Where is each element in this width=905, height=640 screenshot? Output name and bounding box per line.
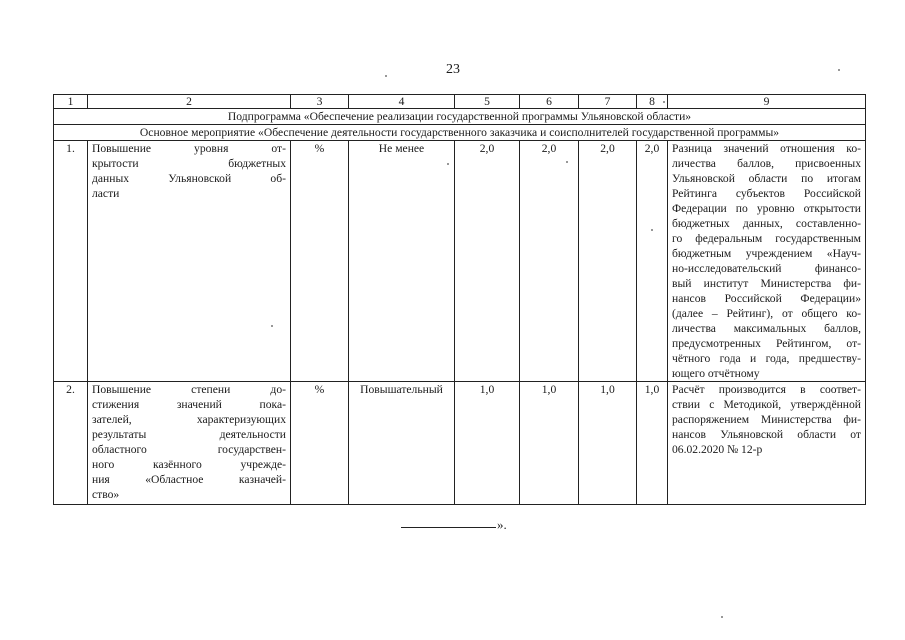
text-line: но-исследовательский финансо- [672,262,861,275]
calculation-description [668,382,866,505]
text-line: областного государствен- [92,443,286,456]
text-line: бюджетных данных, составленно- [672,217,861,230]
subprogram-title: Подпрограмма «Обеспечение реализации государственной программы Ульяновской области» [54,109,866,125]
value-col6: 1,0 [520,382,579,505]
scan-speck [385,75,387,77]
text-line: ющего отчётному [672,367,760,380]
text-line: данных Ульяновской об- [92,172,286,185]
scan-speck [651,229,653,231]
indicator-type: Повышательный [349,382,455,505]
text-line: Расчёт производится в соответ- [672,383,861,396]
indicator-type: Не менее [349,141,455,382]
column-header: 5 [455,95,520,109]
signature-line [401,527,496,528]
text-line: вый институт Министерства фи- [672,277,861,290]
value-col7: 1,0 [579,382,637,505]
value-col5: 2,0 [455,141,520,382]
main-activity-title: Основное мероприятие «Обеспечение деятельности государственного заказчика и соисполнителей государственной программы» [54,125,866,141]
table-row [54,382,866,505]
column-header: 4 [349,95,455,109]
scan-speck [447,163,449,165]
value-col7: 2,0 [579,141,637,382]
scan-speck [721,616,723,618]
value-col5: 1,0 [455,382,520,505]
column-header-row [54,95,866,109]
column-header: 9 [668,95,866,109]
table-row [54,141,866,382]
text-line: Ульяновской области по итогам [672,172,861,185]
text-line: распоряжением Министерства фи- [672,413,861,426]
column-header: 1 [54,95,88,109]
value-col8: 2,0 [637,141,668,382]
row-number: 1. [54,141,88,382]
text-line: 06.02.2020 № 12-р [672,443,763,456]
text-line: личества максимальных баллов, [672,322,861,335]
value-col8: 1,0 [637,382,668,505]
text-line: личества баллов, присвоенных [672,157,861,170]
text-line: нансов Российской Федерации» [672,292,861,305]
text-line: Федерации по уровню открытости [672,202,861,215]
text-line: ного казённого учрежде- [92,458,286,471]
text-line: ласти [92,187,120,200]
text-line: крытости бюджетных [92,157,286,170]
text-line: Повышение степени до- [92,383,286,396]
text-line: го федеральным государственным [672,232,861,245]
column-header: 6 [520,95,579,109]
unit-cell: % [291,382,349,505]
text-line: зателей, характеризующих [92,413,286,426]
column-header: 3 [291,95,349,109]
scan-speck [566,161,568,163]
unit-cell: % [291,141,349,382]
indicators-table [53,94,866,505]
text-line: Повышение уровня от- [92,142,286,155]
column-header: 7 [579,95,637,109]
main-activity-row [54,125,866,141]
row-number: 2. [54,382,88,505]
calculation-description [668,141,866,382]
closing-quote: ». [497,517,507,532]
text-line: ство» [92,488,120,501]
scan-speck [271,325,273,327]
text-line: Рейтинга субъектов Российской [672,187,861,200]
text-line: чётного года и года, предшеству- [672,352,861,365]
indicator-name [88,382,291,505]
text-line: (далее – Рейтинг), от общего ко- [672,307,861,320]
page-number: 23 [446,62,460,77]
text-line: стижения значений пока- [92,398,286,411]
text-line: бюджетным учреждением «Науч- [672,247,861,260]
text-line: Разница значений отношения ко- [672,142,861,155]
text-line: ствии с Методикой, утверждённой [672,398,861,411]
indicator-name [88,141,291,382]
text-line: результаты деятельности [92,428,286,441]
text-line: ния «Областное казначей- [92,473,286,486]
text-line: предусмотренных Рейтингом, от- [672,337,861,350]
scan-speck [663,101,665,103]
subprogram-row [54,109,866,125]
text-line: нансов Ульяновской области от [672,428,861,441]
column-header: 2 [88,95,291,109]
column-header: 8 [637,95,668,109]
scan-speck [838,69,840,71]
value-col6: 2,0 [520,141,579,382]
